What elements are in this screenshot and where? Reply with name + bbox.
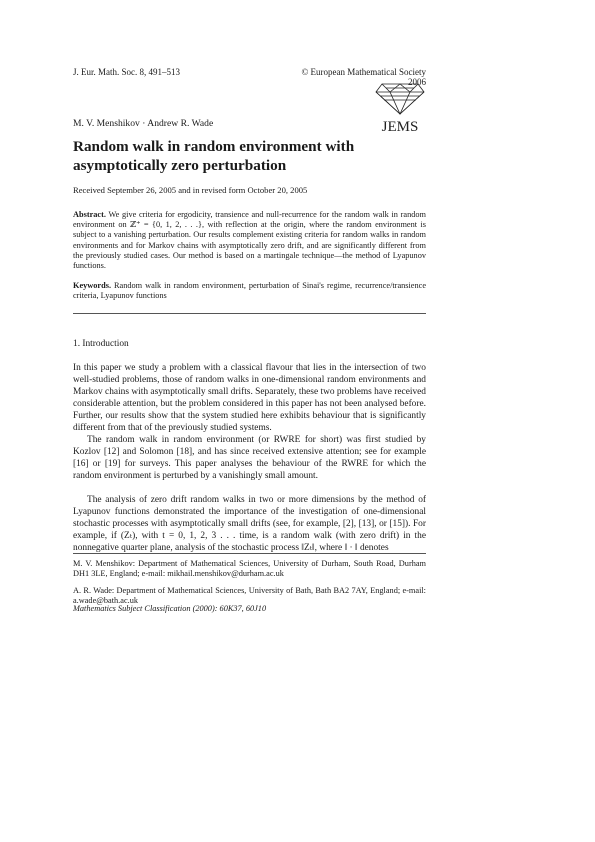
paragraph-intro-3: The analysis of zero drift random walks in two or more dimensions by the method of Lyapunov functions demonstrated the importance of the investigation of one-dimensional stochastic processes with asymptotically small drifts (see, for example, [2], [13], or [15]). For example, if (Zₜ), with t = 0, 1, 2, 3 . . . time, is a random walk (with zero drift) in the nonnegative quarter plane, analysis of the stochastic process ‖Zₜ‖, where ‖ · ‖ denotes [73, 495, 426, 554]
footnote-author-2: A. R. Wade: Department of Mathematical Sciences, University of Bath, Bath BA2 7AY, England; e-mail: a.wade@bath.ac.uk [73, 586, 426, 606]
journal-reference: J. Eur. Math. Soc. 8, 491–513 [73, 67, 180, 77]
author-names: M. V. Menshikov · Andrew R. Wade [73, 118, 214, 129]
svg-text:JEMS: JEMS [381, 119, 419, 135]
abstract [73, 210, 426, 271]
paragraph-intro-2: The random walk in random environment (or RWRE for short) was first studied by Kozlov [12] and Solomon [18], and has since received extensive attention; see for example [16] or [19] for surveys. This paper analyses the behaviour of the RWRE for which the random environment is perturbed by a vanishingly small amount. [73, 435, 426, 482]
received-date: Received September 26, 2005 and in revised form October 20, 2005 [73, 185, 308, 195]
subject-classification: Mathematics Subject Classification (2000): 60K37, 60J10 [73, 604, 267, 613]
paragraph-intro-1: In this paper we study a problem with a classical flavour that lies in the intersection of two well-studied problems, those of random walks in one-dimensional random environments and Markov chains with asymptotically small drifts. Separately, these two problems have received considerable attention, but the problem considered in this paper has not been analysed before. Further, our results show that the system studied here exhibits behaviour that is significantly different from that of the previously studied systems. [73, 363, 426, 434]
section-divider [73, 313, 426, 314]
keywords [73, 281, 426, 301]
footnote-divider [73, 553, 426, 554]
abstract-text: We give criteria for ergodicity, transience and null-recurrence for the random walk in random environment on ℤ⁺ = {0, 1, 2, . . .}, with reflection at the origin, where the random environment is subject to a vanishing perturbation. Our results complement existing criteria for random walks in random environments and for Markov chains with asymptotically zero drift, and are significantly different from the previously studied cases. Our method is based on a martingale technique—the method of Lyapunov functions. [73, 210, 426, 271]
copyright-notice: © European Mathematical Society 2006 [301, 67, 426, 87]
footnote-author-1: M. V. Menshikov: Department of Mathematical Sciences, University of Durham, South Road, Durham DH1 3LE, England; e-mail: mikhail.menshikov@durham.ac.uk [73, 559, 426, 579]
keywords-label: Keywords. [73, 281, 112, 290]
keywords-text: Random walk in random environment, perturbation of Sinai's regime, recurrence/transience criteria, Lyapunov functions [73, 281, 427, 301]
paper-title: Random walk in random environment with asymptotically zero perturbation [73, 138, 355, 174]
abstract-label: Abstract. [73, 210, 106, 219]
jems-logo [372, 80, 428, 136]
section-heading: 1. Introduction [73, 339, 129, 349]
